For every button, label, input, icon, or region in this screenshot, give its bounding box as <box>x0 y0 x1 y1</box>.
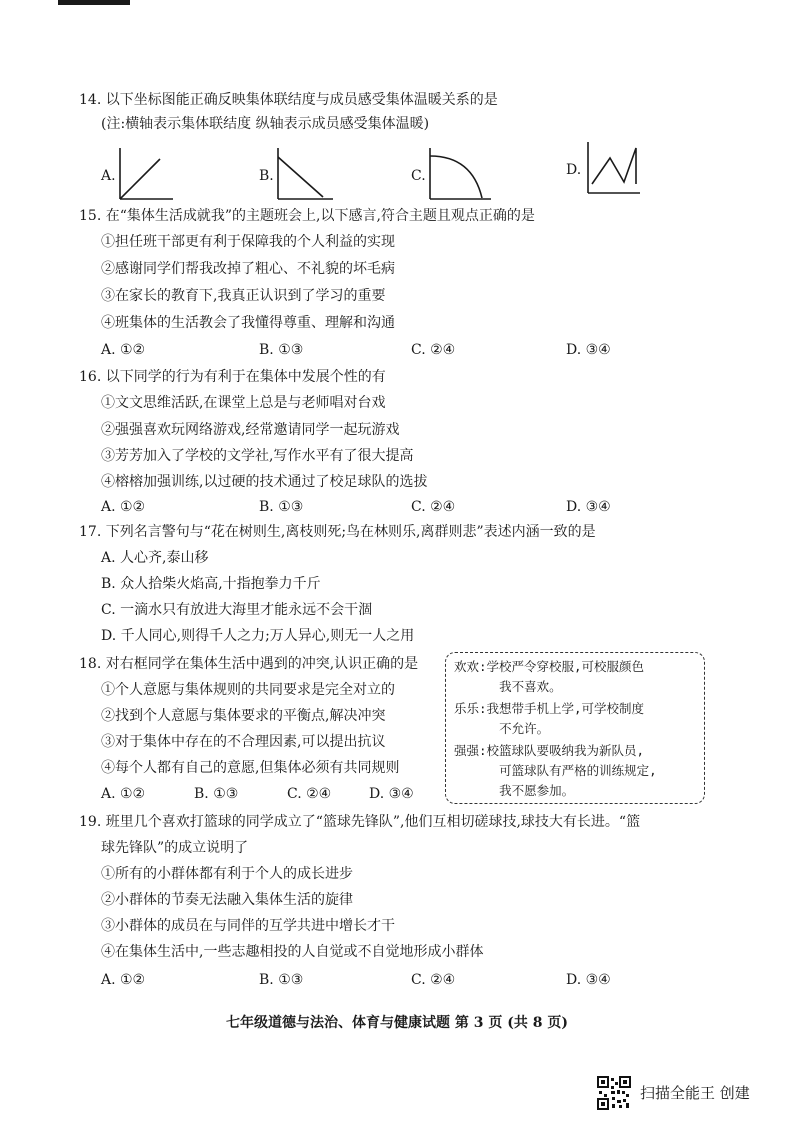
q19-stem-line-2: 球先锋队”的成立说明了 <box>101 840 249 856</box>
q15-option-d[interactable]: D. ③④ <box>566 342 611 358</box>
q15-item-4: ④班集体的生活教会了我懂得尊重、理解和沟通 <box>101 315 395 331</box>
q16-item-2: ②强强喜欢玩网络游戏,经常邀请同学一起玩游戏 <box>101 422 400 438</box>
q15-option-c[interactable]: C. ②④ <box>411 342 456 358</box>
q19-item-2: ②小群体的节奏无法融入集体生活的旋律 <box>101 892 353 908</box>
q19-option-a[interactable]: A. ①② <box>101 972 146 988</box>
q19-item-4: ④在集体生活中,一些志趣相投的人自觉或不自觉地形成小群体 <box>101 944 484 960</box>
q16-option-b[interactable]: B. ①③ <box>259 499 304 515</box>
q16-item-1: ①文文思维活跃,在课堂上总是与老师唱对台戏 <box>101 395 386 411</box>
box-line-2: 我不喜欢。 <box>454 679 562 694</box>
q19-item-1: ①所有的小群体都有利于个人的成长进步 <box>101 866 353 882</box>
q17-option-b[interactable]: B. 众人拾柴火焰高,十指抱拳力千斤 <box>101 576 321 592</box>
q19-option-d[interactable]: D. ③④ <box>566 972 611 988</box>
q16-options <box>0 497 794 517</box>
q15-item-3: ③在家长的教育下,我真正认识到了学习的重要 <box>101 288 386 304</box>
q19-stem-line-1: 19. 班里几个喜欢打篮球的同学成立了“篮球先锋队”,他们互相切磋球技,球技大有长进。“篮 <box>79 814 641 830</box>
q19-option-b[interactable]: B. ①③ <box>259 972 304 988</box>
q16-item-4: ④榕榕加强训练,以过硬的技术通过了校足球队的选拔 <box>101 474 428 490</box>
q19-option-c[interactable]: C. ②④ <box>411 972 456 988</box>
box-line-6: 可篮球队有严格的训练规定, <box>454 763 657 778</box>
q14-stem: 14. 以下坐标图能正确反映集体联结度与成员感受集体温暖关系的是 <box>79 92 498 108</box>
q16-option-d[interactable]: D. ③④ <box>566 499 611 515</box>
box-line-5: 强强:校篮球队要吸纳我为新队员, <box>454 743 645 758</box>
q18-option-b[interactable]: B. ①③ <box>194 786 239 802</box>
q16-stem: 16. 以下同学的行为有利于在集体中发展个性的有 <box>79 369 386 385</box>
q14-graph-b <box>275 146 335 202</box>
q19-options <box>0 970 794 990</box>
q17-option-a[interactable]: A. 人心齐,泰山移 <box>101 550 209 566</box>
q15-stem: 15. 在“集体生活成就我”的主题班会上,以下感言,符合主题且观点正确的是 <box>79 208 535 224</box>
q18-option-a[interactable]: A. ①② <box>101 786 146 802</box>
q15-options <box>0 340 794 360</box>
q14-option-d-label: D. <box>566 162 582 178</box>
box-line-3: 乐乐:我想带手机上学,可学校制度 <box>454 701 645 716</box>
q14-graph-a <box>117 146 175 202</box>
q18-options <box>0 784 440 804</box>
q18-item-2: ②找到个人意愿与集体要求的平衡点,解决冲突 <box>101 708 386 724</box>
q14-graph-c <box>427 146 493 202</box>
q16-option-a[interactable]: A. ①② <box>101 499 146 515</box>
q16-option-c[interactable]: C. ②④ <box>411 499 456 515</box>
page-footer: 七年级道德与法治、体育与健康试题 第 3 页 (共 8 页) <box>226 1015 568 1031</box>
q14-option-b-label: B. <box>259 168 274 184</box>
q15-item-2: ②感谢同学们帮我改掉了粗心、不礼貌的坏毛病 <box>101 261 395 277</box>
q17-option-d[interactable]: D. 千人同心,则得千人之力;万人异心,则无一人之用 <box>101 628 415 644</box>
q16-item-3: ③芳芳加入了学校的文学社,写作水平有了很大提高 <box>101 448 414 464</box>
q17-stem: 17. 下列名言警句与“花在树则生,离枝则死;鸟在林则乐,离群则悲”表述内涵一致的是 <box>79 524 596 540</box>
q18-option-d[interactable]: D. ③④ <box>369 786 414 802</box>
q15-option-b[interactable]: B. ①③ <box>259 342 304 358</box>
q18-item-4: ④每个人都有自己的意愿,但集体必须有共同规则 <box>101 760 400 776</box>
qr-code-icon <box>597 1076 631 1110</box>
q15-item-1: ①担任班干部更有利于保障我的个人利益的实现 <box>101 234 395 250</box>
q17-option-c[interactable]: C. 一滴水只有放进大海里才能永远不会干涸 <box>101 602 373 618</box>
q18-dialogue-box <box>445 652 705 804</box>
box-line-4: 不允许。 <box>454 721 550 736</box>
q14-option-c-label: C. <box>411 168 426 184</box>
q18-stem: 18. 对右框同学在集体生活中遇到的冲突,认识正确的是 <box>79 656 419 672</box>
q14-graph-d <box>584 140 642 196</box>
box-line-7: 我不愿参加。 <box>454 783 575 798</box>
q18-item-3: ③对于集体中存在的不合理因素,可以提出抗议 <box>101 734 386 750</box>
q19-item-3: ③小群体的成员在与同伴的互学共进中增长才干 <box>101 918 395 934</box>
q18-item-1: ①个人意愿与集体规则的共同要求是完全对立的 <box>101 682 395 698</box>
q14-option-a-label: A. <box>101 168 116 184</box>
box-line-1: 欢欢:学校严令穿校服,可校服颜色 <box>454 659 645 674</box>
scanner-watermark: 扫描全能王 创建 <box>640 1084 750 1102</box>
q14-note: (注:横轴表示集体联结度 纵轴表示成员感受集体温暖) <box>101 116 430 132</box>
q15-option-a[interactable]: A. ①② <box>101 342 146 358</box>
q18-option-c[interactable]: C. ②④ <box>287 786 332 802</box>
